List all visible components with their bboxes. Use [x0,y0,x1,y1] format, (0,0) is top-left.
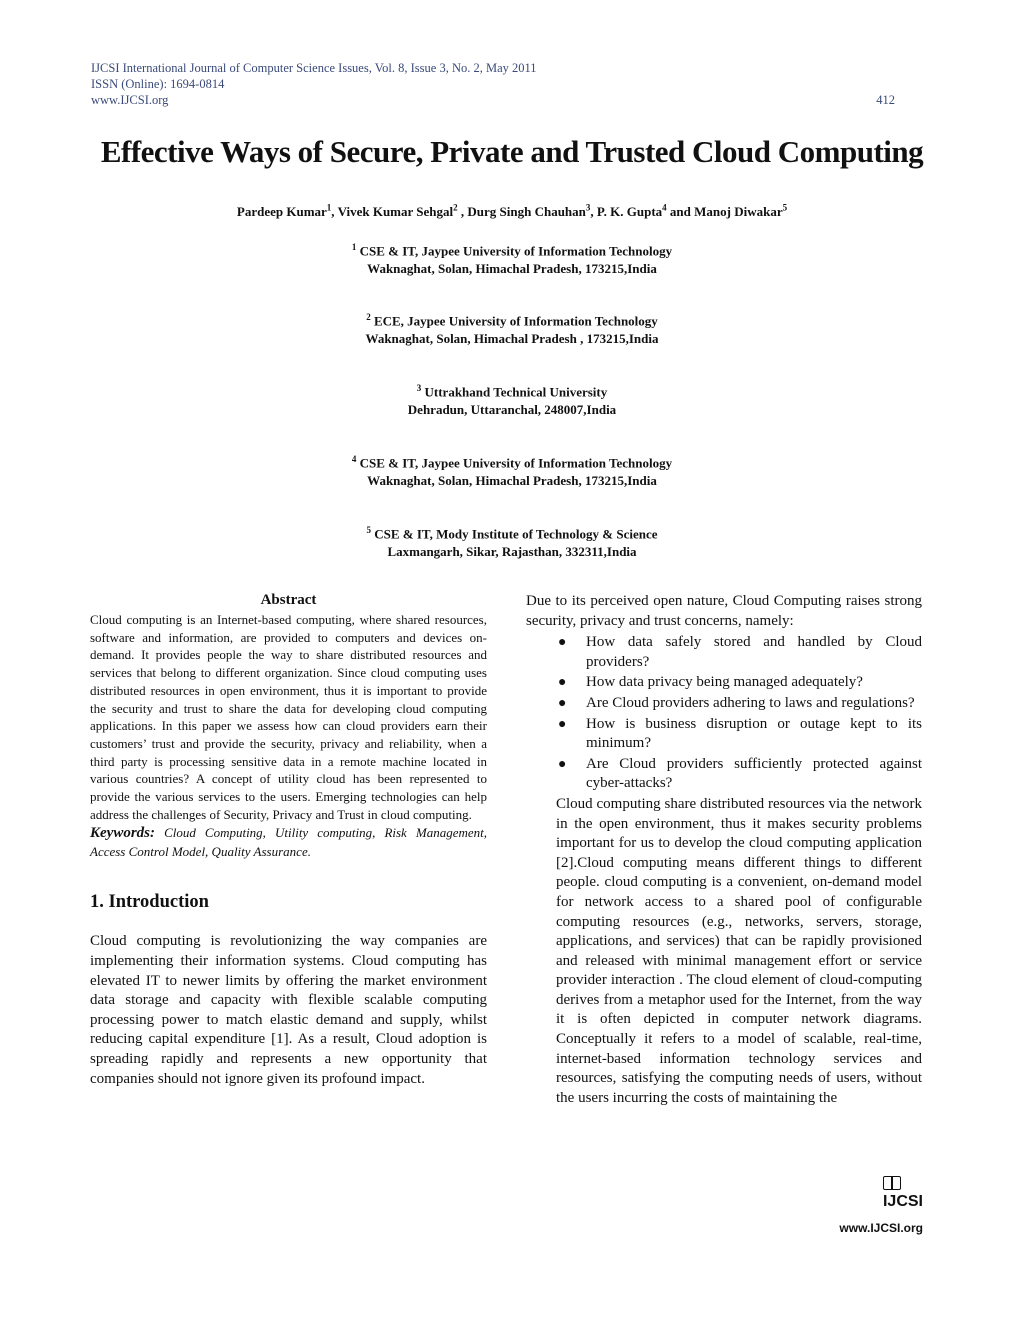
author-list [0,203,1024,220]
bullet-icon: ● [558,756,567,772]
author: Durg Singh Chauhan$^3$, [467,203,597,220]
concerns-list [526,633,922,794]
journal-header [91,60,895,108]
paper-title: Effective Ways of Secure, Private and Trusted Cloud Computing [100,134,924,169]
list-item: ● Are Cloud providers adhering to laws and regulations? [526,694,922,714]
logo-url: www.IJCSI.org [839,1221,923,1235]
bullet-icon: ● [558,635,567,651]
concerns-lead: Due to its perceived open nature, Cloud Computing raises strong security, privacy and trust concerns, namely: [526,593,922,629]
bullet-icon: ● [558,716,567,732]
affiliation: $^2$ ECE, Jaypee University of Information Technology Waknaghat, Solan, Himachal Pradesh , 173215,India [365,312,659,347]
ijcsi-logo [827,1176,923,1235]
bullet-icon: ● [558,695,567,711]
right-column [526,592,922,1108]
list-item: ● Are Cloud providers sufficiently protected against cyber-attacks? [558,755,922,792]
logo-brand: IJCSI [882,1193,923,1210]
abstract-heading: Abstract [260,592,317,608]
abstract-text: Cloud computing is an Internet-based computing, where shared resources, software and information, are provided to computers and devices on-demand. It provides people the way to share distributed resources and services that belong to different organization. Since cloud computing uses distributed resources in open environment, thus it is important to provide the security and trust to share the data for developing cloud computing applications. In this paper we assess how can cloud providers earn their customers’ trust and provide the security, privacy and reliability, when a third party is processing sensitive data in a remote machine located in various countries? A concept of utility cloud has been represented to provide the various services to the users. Emerging technologies can help address the challenges of Security, Privacy and Trust in cloud computing. [90,612,487,822]
journal-url: www.IJCSI.org [91,93,169,107]
affiliation: $^1$ CSE & IT, Jaypee University of Information Technology Waknaghat, Solan, Himachal Pradesh, 173215,India [351,242,673,277]
bullet-icon: ● [558,675,567,691]
author: P. K. Gupta$^4$ and [596,203,695,220]
list-item: ● How data privacy being managed adequately? [526,673,922,693]
keywords-label: Keywords: [90,825,155,842]
author: Vivek Kumar Sehgal$^2$ , [337,203,468,220]
affiliation: $^5$ CSE & IT, Mody Institute of Technology & Science Laxmangarh, Sikar, Rajasthan, 332311,India [366,525,658,560]
intro-paragraph: Cloud computing is revolutionizing the way companies are implementing their information systems. Cloud computing has elevated IT to newer limits by offering the market environment data storage and capacity with flexible scalable computing processing power to match elastic demand and supply, whilst reducing capital expenditure [1]. As a result, Cloud adoption is spreading rapidly and represents a new opportunity that companies should not ignore given its profound impact. [90,933,487,1087]
list-item: ● How data safely stored and handled by Cloud providers? [558,634,922,670]
left-column [90,592,487,1089]
keywords [90,824,487,860]
list-item: ● How is business disruption or outage kept to its minimum? [558,715,922,752]
affiliation: $^4$ CSE & IT, Jaypee University of Information Technology Waknaghat, Solan, Himachal Pradesh, 173215,India [351,454,673,489]
affiliation: $^3$ Uttrakhand Technical University Dehradun, Uttaranchal, 248007,India [407,383,617,418]
book-icon [883,1176,901,1190]
author: Manoj Diwakar$^5$ [694,203,788,220]
issn-line: ISSN (Online): 1694-0814 [91,77,225,91]
page-number: 412 [876,93,895,107]
cloud-paragraph: Cloud computing share distributed resources via the network in the open environment, thus it makes security problems important for us to develop the cloud computing application [2].Cloud computing means different things to different people. cloud computing is a convenient, on-demand model for network access to a shared pool of configurable computing resources (e.g., networks, servers, storage, applications, and services) that can be rapidly provisioned and released with minimal management effort or service provider interaction . The cloud element of cloud-computing derives from a metaphor used for the Internet, from the way it is often depicted in computer network diagrams. Conceptually it refers to a model of scalable, real-time, internet-based information technology services and resources, satisfying the computing needs of users, without the users incurring the costs of maintaining the [556,795,922,1106]
section-heading: 1. Introduction [90,892,209,913]
keywords-text: Cloud Computing, Utility computing, Risk Management, Access Control Model, Quality Assurance. [90,825,488,859]
journal-line: IJCSI International Journal of Computer Science Issues, Vol. 8, Issue 3, No. 2, May 2011 [91,61,537,75]
author: Pardeep Kumar$^1$, [236,203,338,220]
